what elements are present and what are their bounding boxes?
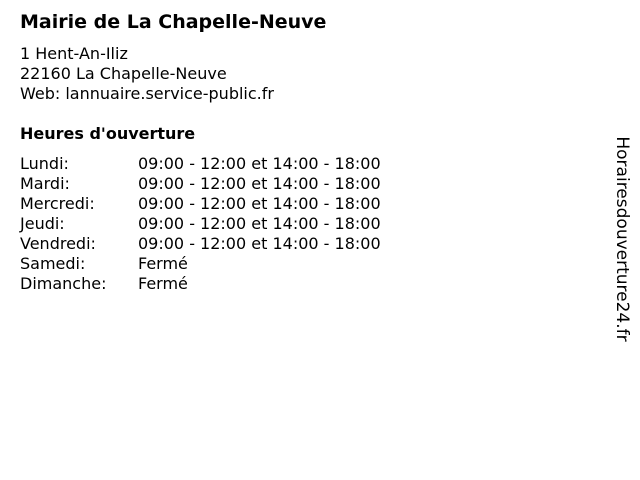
hours-row-thursday	[20, 214, 381, 234]
hours-row-saturday	[20, 254, 381, 274]
day-hours: 09:00 - 12:00 et 14:00 - 18:00	[138, 194, 381, 213]
day-label: Samedi:	[20, 254, 86, 273]
address-street: 1 Hent-An-Iliz	[20, 44, 128, 63]
day-hours: 09:00 - 12:00 et 14:00 - 18:00	[138, 174, 381, 193]
day-hours: Fermé	[138, 254, 188, 273]
day-label: Vendredi:	[20, 234, 96, 253]
day-hours: Fermé	[138, 274, 188, 293]
day-hours: 09:00 - 12:00 et 14:00 - 18:00	[138, 234, 381, 253]
address-city: 22160 La Chapelle-Neuve	[20, 64, 227, 83]
day-label: Mardi:	[20, 174, 70, 193]
day-label: Lundi:	[20, 154, 69, 173]
page-title: Mairie de La Chapelle-Neuve	[20, 11, 327, 33]
site-watermark: Horairesdouverture24.fr	[612, 136, 632, 342]
day-label: Mercredi:	[20, 194, 95, 213]
address-block	[20, 44, 274, 104]
day-label: Dimanche:	[20, 274, 107, 293]
hours-row-sunday	[20, 274, 381, 294]
hours-row-tuesday	[20, 174, 381, 194]
website-link[interactable]: Web: lannuaire.service-public.fr	[20, 84, 274, 103]
opening-hours-table	[20, 154, 381, 294]
opening-hours-heading: Heures d'ouverture	[20, 124, 196, 143]
day-hours: 09:00 - 12:00 et 14:00 - 18:00	[138, 154, 381, 173]
hours-row-wednesday	[20, 194, 381, 214]
hours-row-monday	[20, 154, 381, 174]
day-hours: 09:00 - 12:00 et 14:00 - 18:00	[138, 214, 381, 233]
day-label: Jeudi:	[20, 214, 65, 233]
hours-row-friday	[20, 234, 381, 254]
